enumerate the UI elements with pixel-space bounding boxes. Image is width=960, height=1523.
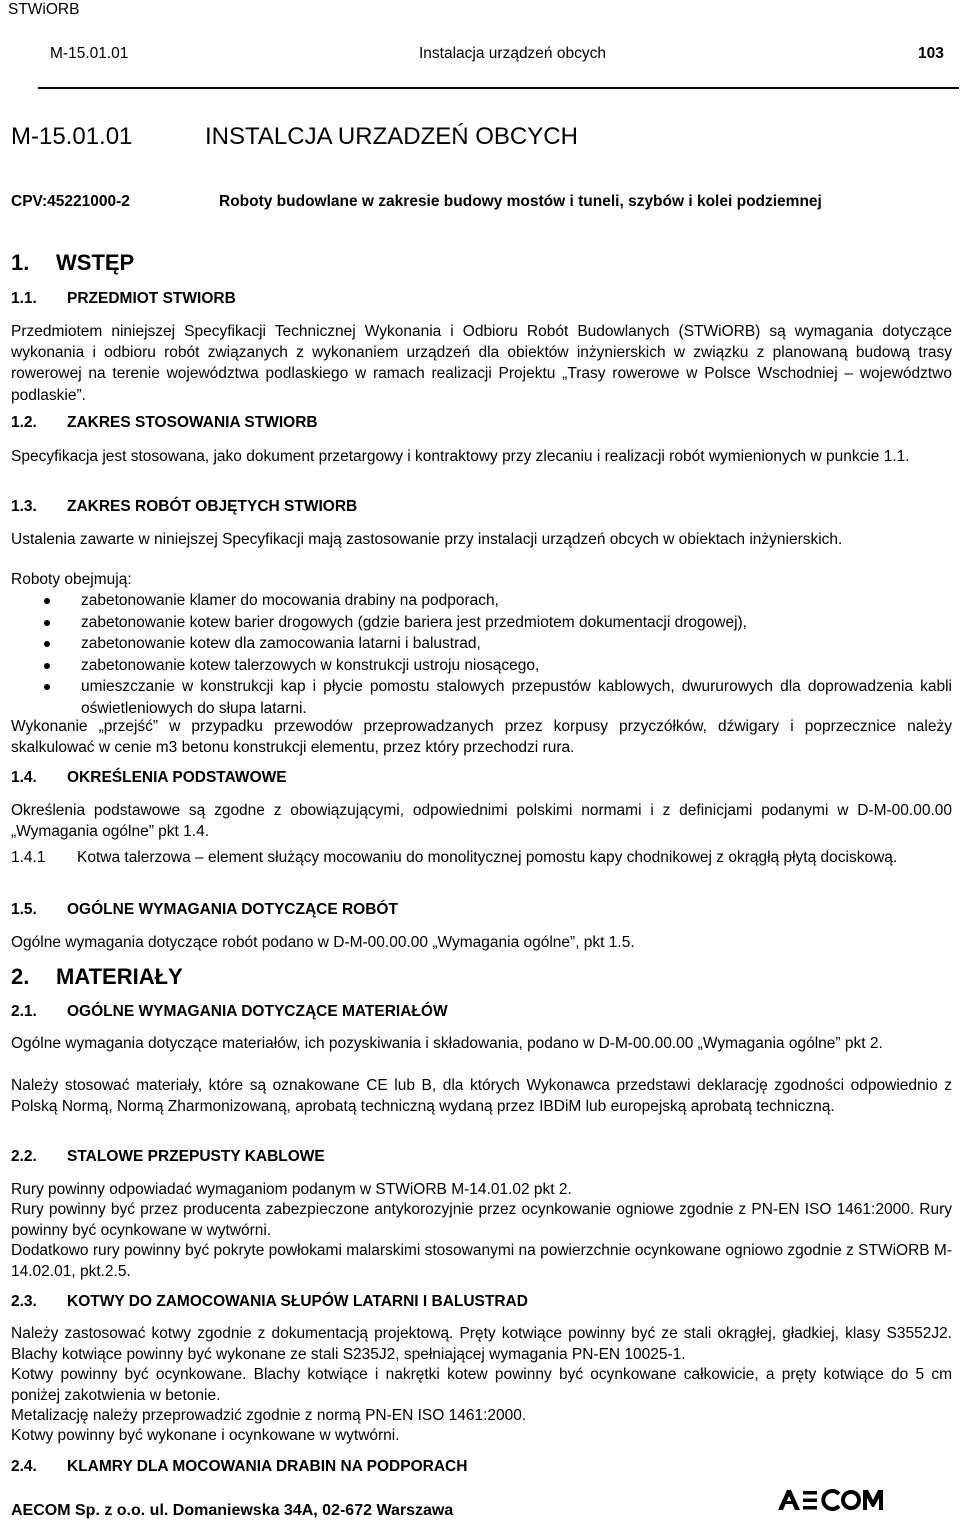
section-1-4-heading	[11, 768, 287, 788]
section-1-heading	[11, 250, 134, 276]
footer-address: AECOM Sp. z o.o. ul. Domaniewska 34A, 02-672 Warszawa	[11, 1502, 454, 1519]
works-list	[11, 590, 952, 719]
section-number: 1.1.	[11, 290, 37, 307]
cpv-description: Roboty budowlane w zakresie budowy mostów i tuneli, szybów i kolei podziemnej	[219, 193, 822, 210]
section-2-1-text-2: Należy stosować materiały, które są oznakowane CE lub B, dla których Wykonawca przedstawi deklarację zgodności odpowiednio z Polską Normą, Normą Zharmonizowaną, aprobatą techniczną wydaną przez IBDiM lub europejską aprobatą techniczną.	[11, 1077, 952, 1116]
section-title: PRZEDMIOT STWIORB	[67, 290, 236, 307]
section-number: 2.3.	[11, 1293, 37, 1310]
section-2-3-text-4: Kotwy powinny być wykonane i ocynkowane w wytwórni.	[11, 1427, 400, 1444]
section-2-2-text-2: Rury powinny być przez producenta zabezpieczone antykorozyjnie przez ocynkowanie ogniowe zgodnie z PN-EN ISO 1461:2000. Rury powinny być ocynkowane w wytwórni.	[11, 1201, 952, 1240]
list-item: zabetonowanie kotew barier drogowych (gdzie bariera jest przedmiotem dokumentacji drogowej),	[11, 612, 952, 634]
cpv-code: CPV:45221000-2	[11, 193, 130, 210]
section-title: OGÓLNE WYMAGANIA DOTYCZĄCE ROBÓT	[67, 901, 398, 918]
section-1-2-text: Specyfikacja jest stosowana, jako dokument przetargowy i kontraktowy przy zlecaniu i realizacji robót wymienionych w punkcie 1.1.	[11, 448, 910, 465]
section-title: STALOWE PRZEPUSTY KABLOWE	[67, 1148, 325, 1165]
section-2-2-heading	[11, 1147, 325, 1167]
section-1-3-heading	[11, 497, 357, 517]
aecom-logo-graphic	[777, 1488, 885, 1512]
definition-number: 1.4.1	[11, 849, 46, 866]
section-number: 2.4.	[11, 1458, 37, 1475]
section-title: MATERIAŁY	[56, 964, 183, 989]
header-subject: Instalacja urządzeń obcych	[419, 45, 606, 62]
section-1-3-works-label: Roboty obejmują:	[11, 571, 132, 588]
section-1-3-note: Wykonanie „przejść” w przypadku przewodów przeprowadzanych przez korpusy przyczółków, dźwigary i poprzecznice należy skalkulować w cenie m3 betonu konstrukcji elementu, przez który przechodzi rura.	[11, 718, 952, 757]
section-2-3-text-3: Metalizację należy przeprowadzić zgodnie z normą PN-EN ISO 1461:2000.	[11, 1407, 527, 1424]
list-item: zabetonowanie kotew talerzowych w konstrukcji ustroju niosącego,	[11, 655, 952, 677]
section-1-4-text: Określenia podstawowe są zgodne z obowiązującymi, odpowiednimi polskimi normami i z definicjami podanymi w D-M-00.00.00 „Wymagania ogólne” pkt 1.4.	[11, 802, 952, 841]
list-item: umieszczanie w konstrukcji kap i płycie pomostu stalowych przepustów kablowych, dwururowych dla doprowadzenia kabli oświetleniowych do słupa latarni.	[11, 676, 952, 719]
section-number: 2.	[11, 964, 30, 989]
section-number: 1.2.	[11, 414, 37, 431]
list-item: zabetonowanie kotew dla zamocowania latarni i balustrad,	[11, 633, 952, 655]
section-1-5-heading	[11, 900, 398, 920]
header-divider	[38, 87, 959, 89]
section-1-1-text: Przedmiotem niniejszej Specyfikacji Technicznej Wykonania i Odbioru Robót Budowlanych (STWiORB) są wymagania dotyczące wykonania i odbioru robót związanych z wykonaniem urządzeń dla obiektów inżynierskich w związku z planowaną budową trasy rowerowej na terenie województwa podlaskiego w ramach realizacji Projektu „Trasy rowerowe w Polsce Wschodniej – województwo podlaskie”.	[11, 323, 952, 404]
section-1-3-text: Ustalenia zawarte w niniejszej Specyfikacji mają zastosowanie przy instalacji urządzeń obcych w obiektach inżynierskich.	[11, 531, 843, 548]
section-number: 1.5.	[11, 901, 37, 918]
section-1-5-text: Ogólne wymagania dotyczące robót podano w D-M-00.00.00 „Wymagania ogólne”, pkt 1.5.	[11, 934, 635, 951]
section-number: 2.1.	[11, 1003, 37, 1020]
section-title: KOTWY DO ZAMOCOWANIA SŁUPÓW LATARNI I BALUSTRAD	[67, 1293, 528, 1310]
spec-title: INSTALCJA URZADZEŃ OBCYCH	[205, 123, 578, 150]
aecom-logo	[777, 1488, 885, 1512]
spec-code: M-15.01.01	[11, 123, 133, 150]
section-2-3-text: Należy zastosować kotwy zgodnie z dokumentacją projektową. Pręty kotwiące powinny być ze stali okrągłej, gładkiej, klasy S3552J2. Blachy kotwiące powinny być wykonane ze stali S235J2, spełniającej wymagania PN-EN 10025-1.	[11, 1325, 952, 1364]
section-title: ZAKRES STOSOWANIA STWIORB	[67, 414, 318, 431]
section-number: 2.2.	[11, 1148, 37, 1165]
section-title: OKREŚLENIA PODSTAWOWE	[67, 769, 287, 786]
section-2-1-text: Ogólne wymagania dotyczące materiałów, ich pozyskiwania i składowania, podano w D-M-00.00.00 „Wymagania ogólne” pkt 2.	[11, 1035, 883, 1052]
list-item: zabetonowanie klamer do mocowania drabiny na podporach,	[11, 590, 952, 612]
header-code: M-15.01.01	[50, 45, 129, 62]
section-2-2-text-3: Dodatkowo rury powinny być pokryte powłokami malarskimi stosowanymi na powierzchnie ocynkowane ogniowo zgodnie z STWiORB M-14.02.01, pkt.2.5.	[11, 1242, 952, 1281]
section-2-heading	[11, 964, 183, 990]
section-title: OGÓLNE WYMAGANIA DOTYCZĄCE MATERIAŁÓW	[67, 1003, 448, 1020]
section-2-2-text: Rury powinny odpowiadać wymaganiom podanym w STWiORB M-14.01.02 pkt 2.	[11, 1181, 572, 1198]
section-number: 1.	[11, 250, 30, 275]
section-number: 1.3.	[11, 498, 37, 515]
section-2-1-heading	[11, 1002, 448, 1022]
section-1-2-heading	[11, 413, 318, 433]
header-brand: STWiORB	[8, 1, 80, 18]
section-2-3-heading	[11, 1292, 528, 1312]
section-1-1-heading	[11, 289, 236, 309]
section-number: 1.4.	[11, 769, 37, 786]
definition-1-4-1	[11, 847, 952, 869]
page-number: 103	[918, 45, 944, 62]
section-title: KLAMRY DLA MOCOWANIA DRABIN NA PODPORACH	[67, 1458, 468, 1475]
definition-text: Kotwa talerzowa – element służący mocowaniu do monolitycznej pomostu kapy chodnikowej z okrągłą płytą dociskową.	[77, 849, 898, 866]
section-2-3-text-2: Kotwy powinny być ocynkowane. Blachy kotwiące i nakrętki kotew powinny być ocynkowane całkowicie, a pręty kotwiące do 5 cm poniżej zakotwienia w betonie.	[11, 1366, 952, 1405]
section-title: WSTĘP	[56, 250, 135, 275]
section-title: ZAKRES ROBÓT OBJĘTYCH STWIORB	[67, 498, 358, 515]
section-2-4-heading	[11, 1457, 467, 1477]
